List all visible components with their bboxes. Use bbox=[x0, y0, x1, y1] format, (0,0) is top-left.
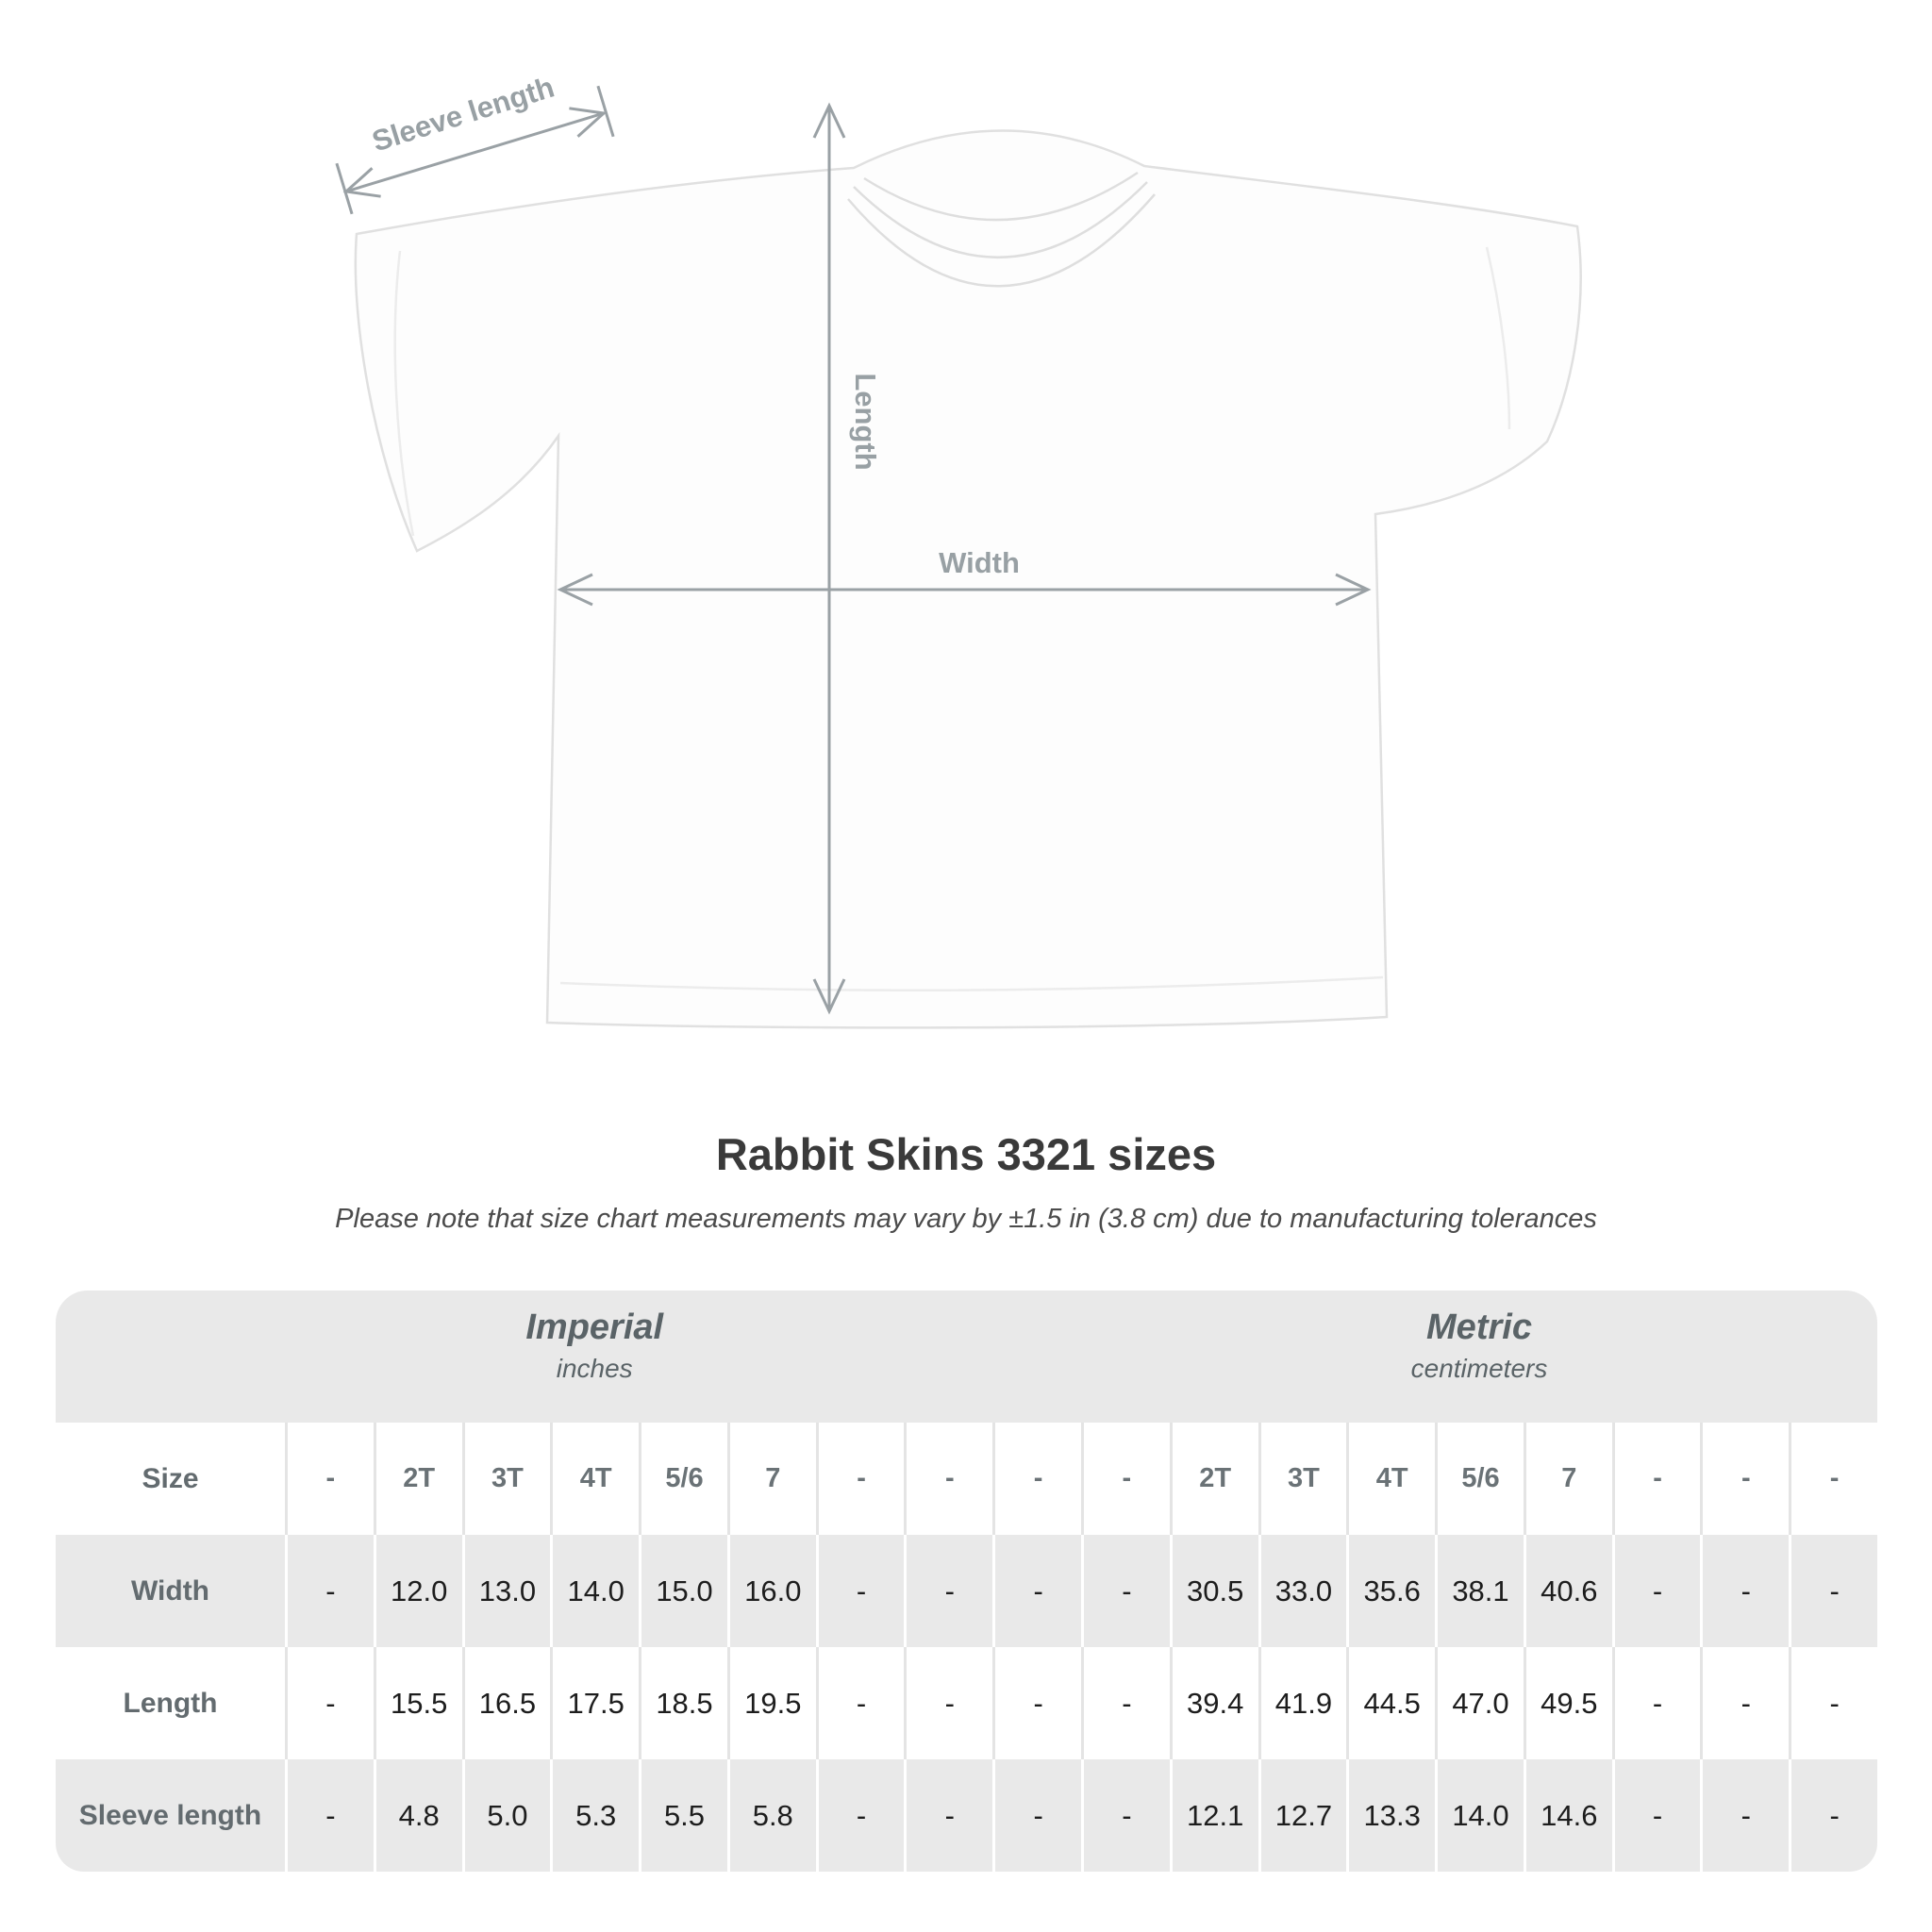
value-cell: 16.0 bbox=[727, 1535, 816, 1647]
row-label: Length bbox=[123, 1687, 218, 1719]
value-cell: 18.5 bbox=[639, 1647, 727, 1759]
value-cell: 5.8 bbox=[727, 1759, 816, 1872]
size-col-header: 4T bbox=[550, 1423, 639, 1535]
value-cell: 12.1 bbox=[1170, 1759, 1258, 1872]
value-cell: 15.0 bbox=[639, 1535, 727, 1647]
size-col-header: - bbox=[1081, 1423, 1170, 1535]
value-cell: 5.5 bbox=[639, 1759, 727, 1872]
table-row bbox=[56, 1647, 1877, 1759]
length-label: Length bbox=[849, 373, 882, 471]
value-cell: - bbox=[904, 1647, 992, 1759]
row-label: Sleeve length bbox=[78, 1799, 262, 1831]
size-col-header: - bbox=[816, 1423, 905, 1535]
value-cell: 30.5 bbox=[1170, 1535, 1258, 1647]
value-cell: 17.5 bbox=[550, 1647, 639, 1759]
value-cell: 14.0 bbox=[1435, 1759, 1524, 1872]
value-cell: 19.5 bbox=[727, 1647, 816, 1759]
value-cell: - bbox=[285, 1535, 374, 1647]
value-cell: 47.0 bbox=[1435, 1647, 1524, 1759]
metric-unit: centimeters bbox=[1410, 1354, 1548, 1383]
value-cell: - bbox=[1700, 1647, 1789, 1759]
width-label: Width bbox=[939, 546, 1020, 579]
value-cell: - bbox=[816, 1647, 905, 1759]
value-cell: 14.0 bbox=[550, 1535, 639, 1647]
value-cell: 39.4 bbox=[1170, 1647, 1258, 1759]
value-cell: - bbox=[992, 1759, 1081, 1872]
value-cell: - bbox=[1081, 1647, 1170, 1759]
value-cell: - bbox=[1612, 1759, 1701, 1872]
sleeve-length-label: Sleeve length bbox=[368, 70, 558, 158]
size-col-header: 2T bbox=[374, 1423, 462, 1535]
size-col-header: - bbox=[1612, 1423, 1701, 1535]
size-col-header: 7 bbox=[727, 1423, 816, 1535]
value-cell: 5.0 bbox=[462, 1759, 551, 1872]
value-cell: 49.5 bbox=[1524, 1647, 1612, 1759]
page-subtitle: Please note that size chart measurements may vary by ±1.5 in (3.8 cm) due to manufacturing tolerances bbox=[335, 1204, 1597, 1234]
value-cell: - bbox=[1789, 1535, 1877, 1647]
value-cell: - bbox=[1081, 1759, 1170, 1872]
unit-header-band bbox=[56, 1291, 1877, 1423]
size-table bbox=[56, 1291, 1877, 1872]
table-row bbox=[56, 1423, 1877, 1535]
sleeve-length-arrow bbox=[337, 71, 613, 214]
value-cell: 38.1 bbox=[1435, 1535, 1524, 1647]
table-row bbox=[56, 1535, 1877, 1647]
value-cell: - bbox=[992, 1535, 1081, 1647]
size-col-header: - bbox=[904, 1423, 992, 1535]
imperial-title: Imperial bbox=[525, 1307, 664, 1347]
value-cell: - bbox=[1612, 1647, 1701, 1759]
value-cell: - bbox=[904, 1759, 992, 1872]
value-cell: 16.5 bbox=[462, 1647, 551, 1759]
value-cell: - bbox=[285, 1759, 374, 1872]
value-cell: - bbox=[1700, 1535, 1789, 1647]
value-cell: - bbox=[1700, 1759, 1789, 1872]
imperial-unit: inches bbox=[556, 1354, 633, 1383]
size-col-header: - bbox=[1789, 1423, 1877, 1535]
value-cell: - bbox=[1789, 1647, 1877, 1759]
value-cell: 13.3 bbox=[1346, 1759, 1435, 1872]
value-cell: 41.9 bbox=[1258, 1647, 1347, 1759]
size-col-header: 4T bbox=[1346, 1423, 1435, 1535]
row-label: Width bbox=[130, 1574, 210, 1607]
size-col-header: 3T bbox=[462, 1423, 551, 1535]
unit-group-metric bbox=[1258, 1291, 1701, 1423]
value-cell: - bbox=[816, 1535, 905, 1647]
value-cell: - bbox=[285, 1647, 374, 1759]
value-cell: 44.5 bbox=[1346, 1647, 1435, 1759]
value-cell: 12.7 bbox=[1258, 1759, 1347, 1872]
table-rows bbox=[56, 1423, 1877, 1872]
size-col-header: - bbox=[285, 1423, 374, 1535]
size-col-header: - bbox=[1700, 1423, 1789, 1535]
row-label: Size bbox=[142, 1462, 199, 1494]
value-cell: 13.0 bbox=[462, 1535, 551, 1647]
value-cell: 14.6 bbox=[1524, 1759, 1612, 1872]
value-cell: - bbox=[1081, 1535, 1170, 1647]
page-title: Rabbit Skins 3321 sizes bbox=[715, 1129, 1217, 1179]
size-col-header: 3T bbox=[1258, 1423, 1347, 1535]
metric-title: Metric bbox=[1426, 1307, 1532, 1347]
size-col-header: 5/6 bbox=[1435, 1423, 1524, 1535]
size-col-header: 5/6 bbox=[639, 1423, 727, 1535]
value-cell: - bbox=[1612, 1535, 1701, 1647]
value-cell: - bbox=[904, 1535, 992, 1647]
size-col-header: 7 bbox=[1524, 1423, 1612, 1535]
value-cell: - bbox=[1789, 1759, 1877, 1872]
value-cell: 33.0 bbox=[1258, 1535, 1347, 1647]
value-cell: 15.5 bbox=[374, 1647, 462, 1759]
table-row bbox=[56, 1759, 1877, 1872]
value-cell: 5.3 bbox=[550, 1759, 639, 1872]
value-cell: 12.0 bbox=[374, 1535, 462, 1647]
value-cell: - bbox=[816, 1759, 905, 1872]
value-cell: - bbox=[992, 1647, 1081, 1759]
value-cell: 35.6 bbox=[1346, 1535, 1435, 1647]
unit-group-imperial bbox=[374, 1291, 816, 1423]
value-cell: 4.8 bbox=[374, 1759, 462, 1872]
value-cell: 40.6 bbox=[1524, 1535, 1612, 1647]
size-col-header: 2T bbox=[1170, 1423, 1258, 1535]
size-col-header: - bbox=[992, 1423, 1081, 1535]
